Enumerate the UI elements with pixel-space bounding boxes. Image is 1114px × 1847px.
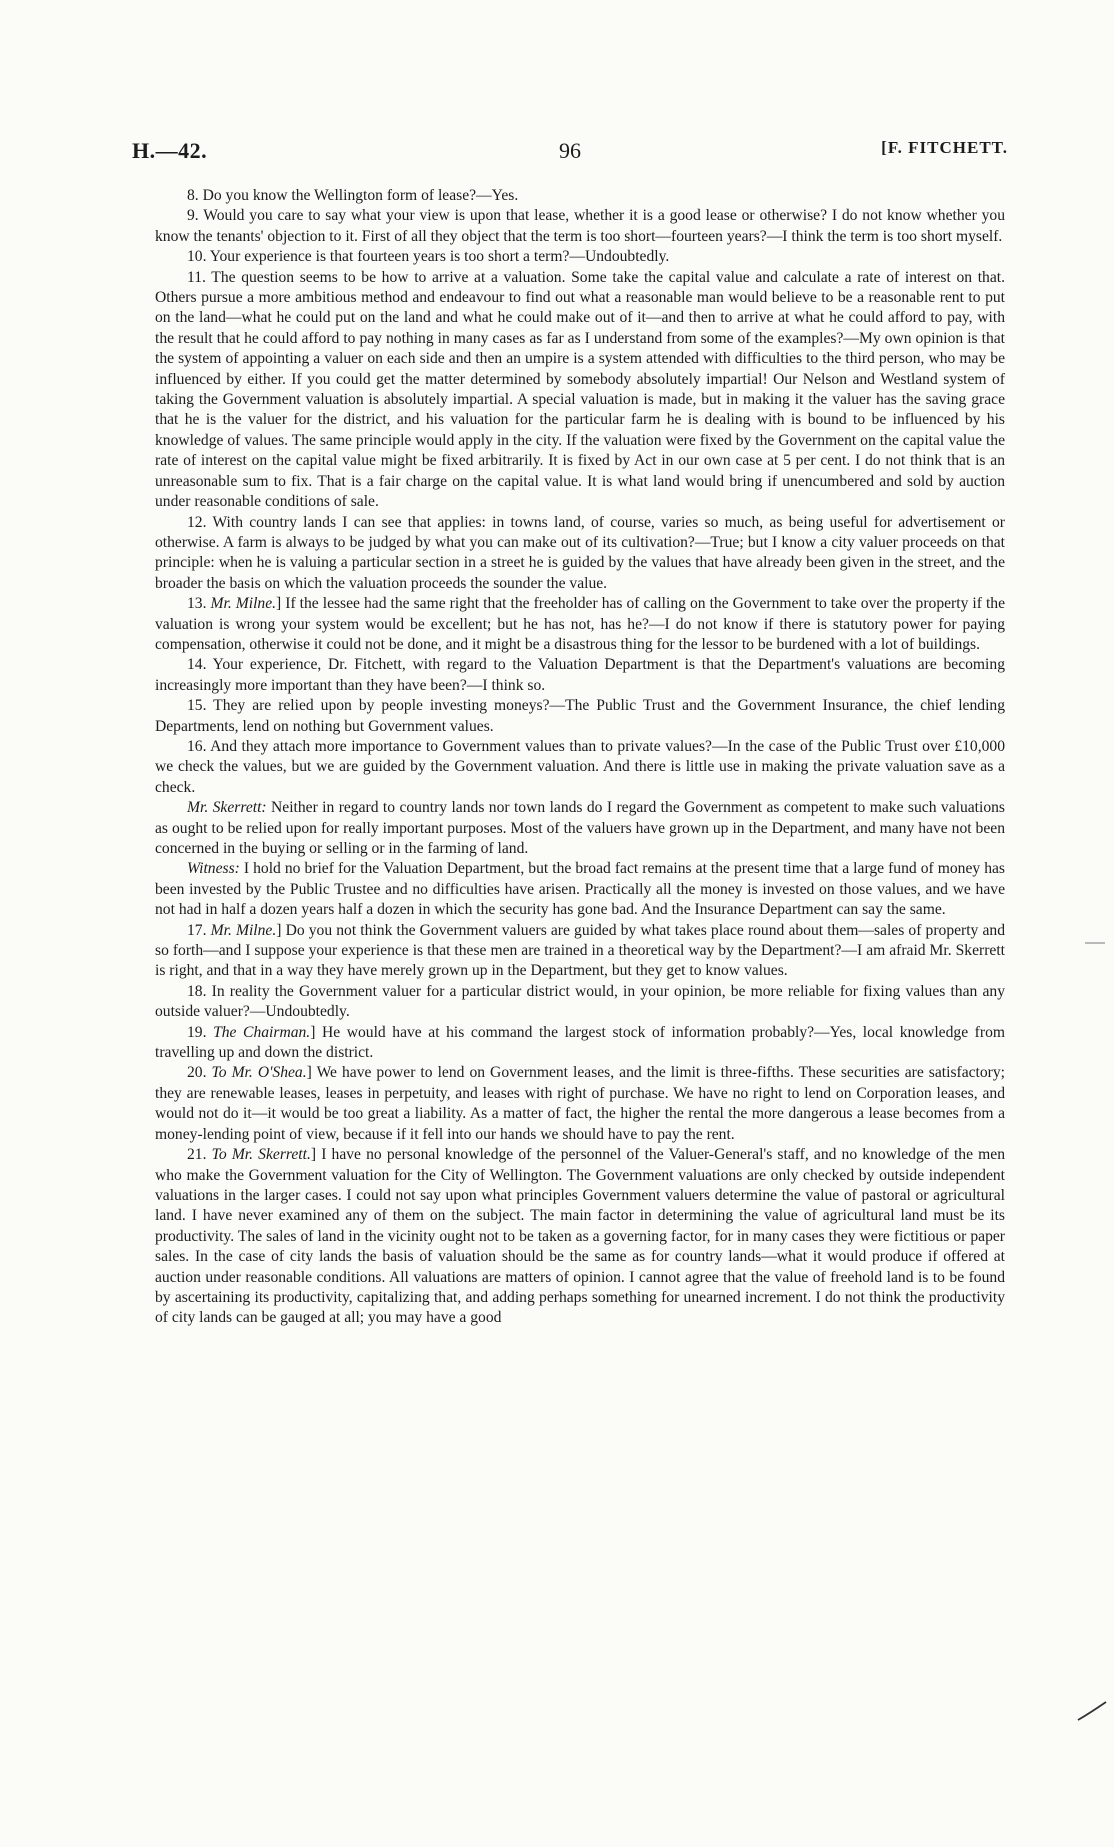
paragraph-13: 13. Mr. Milne.] If the lessee had the same right that the freeholder has of calling on the Government to take over the property if the valuation is wrong your system would be excellent; but he has not, has he?—I do not know if there is statutory power for paying compensation, otherwise it could not be done, and it might be a disastrous thing for the lessor to be burdened with a lot of buildings. xyxy=(155,595,1005,653)
paragraph-16: 16. And they attach more importance to Government values than to private values?—In the case of the Public Trust over £10,000 we check the values, but we are guided by the Government valuation. And there is little use in making the private valuation save as a check. xyxy=(155,737,1005,796)
paragraph-15: 15. They are relied upon by people investing moneys?—The Public Trust and the Government Insurance, the chief lending Departments, lend on nothing but Government values. xyxy=(155,697,1005,735)
speaker-name: Mr. Milne. xyxy=(210,595,277,613)
evidence-text xyxy=(155,186,1005,1329)
paper-reference: H.—42. xyxy=(132,138,208,163)
speaker-name: Witness: xyxy=(187,860,240,878)
paragraph-18: 18. In reality the Government valuer for a particular district would, in your opinion, be more reliable for fixing values than any outside valuer?—Undoubtedly. xyxy=(155,982,1005,1021)
paragraph-12: 12. With country lands I can see that applies: in towns land, of course, varies so much, as being useful for advertisement or otherwise. A farm is always to be judged by what you can make out of its cultivation?—True; but I know a city valuer proceeds on that principle: when he is valuing a particular section in a street he is guided by the values that have already been given in the street, and the broader the basis on which the valuation proceeds the sounder the value. xyxy=(155,513,1005,592)
speaker-name: To Mr. Skerrett. xyxy=(211,1146,311,1164)
paragraph-20: 20. To Mr. O'Shea.] We have power to lend on Government leases, and the limit is three-fifths. These securities are satisfactory; they are renewable leases, leases in perpetuity, and leases with right of purchase. We have no right to lend on Corporation leases, and would not do it—it would be too great a liability. As a matter of fact, the higher the rental the more dangerous a lease becomes from a money-lending point of view, because if it fell into our hands we should have to pay the rent. xyxy=(155,1064,1006,1143)
page-number: 96 xyxy=(559,138,581,163)
paragraph-21: 21. To Mr. Skerrett.] I have no personal knowledge of the personnel of the Valuer-General's staff, and no knowledge of the men who make the Government valuation for the City of Wellington. The Government valuations are only checked by outside independent valuations in the larger cases. I could not say upon what principles Government valuers determine the value of pastoral or agricultural land. I have never examined any of them on the subject. The main factor in determining the value of agricultural land must be its productivity. The sales of land in the vicinity ought not to be taken as a governing factor, for in many cases they were fictitious or paper sales. In the case of city lands the basis of valuation should be the same as for country lands—what it would produce if offered at auction under reasonable conditions. All valuations are matters of opinion. I cannot agree that the value of freehold land is to be found by ascertaining its productivity, capitalizing that, and adding perhaps something for unearned increment. I do not think the productivity of city lands can be gauged at all; you may have a good xyxy=(155,1146,1006,1327)
paragraph-skerrett-remark: Mr. Skerrett: Neither in regard to country lands nor town lands do I regard the Government as competent to make such valuations as ought to be relied upon for really important purposes. Most of the valuers have grown up in the Department, and many have not been concerned in the buying or selling or in the farming of land. xyxy=(155,799,1005,857)
speaker-name: Mr. Milne. xyxy=(210,921,277,939)
margin-dash-mark xyxy=(1084,940,1106,946)
speaker-name: To Mr. O'Shea. xyxy=(211,1064,307,1082)
paragraph-9: 9. Would you care to say what your view is upon that lease, whether it is a good lease or otherwise? I do not know whether you know the tenants' objection to it. First of all they object that the term is too short—fourteen years?—I think the term is too short myself. xyxy=(155,207,1005,245)
margin-pen-stroke-mark xyxy=(1076,1698,1108,1724)
paragraph-witness-reply: Witness: I hold no brief for the Valuation Department, but the broad fact remains at the present time that a large fund of money has been invested by the Public Trustee and no difficulties have arisen. Practically all the money is invested on those values, and we have not had in half a dozen years half a dozen in which the security has gone bad. And the Insurance Department can say the same. xyxy=(155,860,1005,919)
paragraph-14: 14. Your experience, Dr. Fitchett, with regard to the Valuation Department is that the Department's valuations are becoming increasingly more important than they have been?—I think so. xyxy=(155,656,1005,694)
speaker-name: The Chairman. xyxy=(213,1023,311,1041)
witness-name: [F. FITCHETT. xyxy=(881,138,1008,157)
paragraph-11: 11. The question seems to be how to arrive at a valuation. Some take the capital value and calculate a rate of interest on that. Others pursue a more ambitious method and endeavour to find out what a reasonable man would believe to be a reasonable rent to put on the land—what he could put on the land and what he could make out of it—and then to arrive at what he could afford to pay, with the result that he could afford to pay nothing in many cases as far as I understand from some of the examples?—My own opinion is that the system of appointing a valuer on each side and then an umpire is a system attended with difficulties to the third person, who may be influenced by either. If you could get the matter determined by somebody absolutely impartial! Our Nelson and Westland system of taking the Government valuation is absolutely impartial. A special valuation is made, but in making it the valuer has the saving grace that he is the valuer for the district, and his valuation for the particular farm he is dealing with is bound to be influenced by his knowledge of values. The same principle would apply in the city. If the valuation were fixed by the Government on the capital value the rate of interest on the capital value might be fixed arbitrarily. It is fixed by Act in our own case at 5 per cent. I do not think that is an unreasonable sum to fix. That is a fair charge on the capital value. It is what land would bring if unencumbered and sold by auction under reasonable conditions of sale. xyxy=(155,268,1005,511)
speaker-name: Mr. Skerrett: xyxy=(187,799,267,817)
paragraph-8: 8. Do you know the Wellington form of lease?—Yes. xyxy=(187,187,519,204)
paragraph-19: 19. The Chairman.] He would have at his command the largest stock of information probably?—Yes, local knowledge from travelling up and down the district. xyxy=(155,1023,1005,1062)
paragraph-17: 17. Mr. Milne.] Do you not think the Government valuers are guided by what takes place round about them—sales of property and so forth—and I suppose your experience is that these men are trained in a theoretical way by the Department?—I am afraid Mr. Skerrett is right, and that in a way they have merely grown up in the Department, but they get to know values. xyxy=(155,921,1005,980)
page-header xyxy=(132,138,1008,168)
paragraph-10: 10. Your experience is that fourteen years is too short a term?—Undoubtedly. xyxy=(187,248,670,266)
